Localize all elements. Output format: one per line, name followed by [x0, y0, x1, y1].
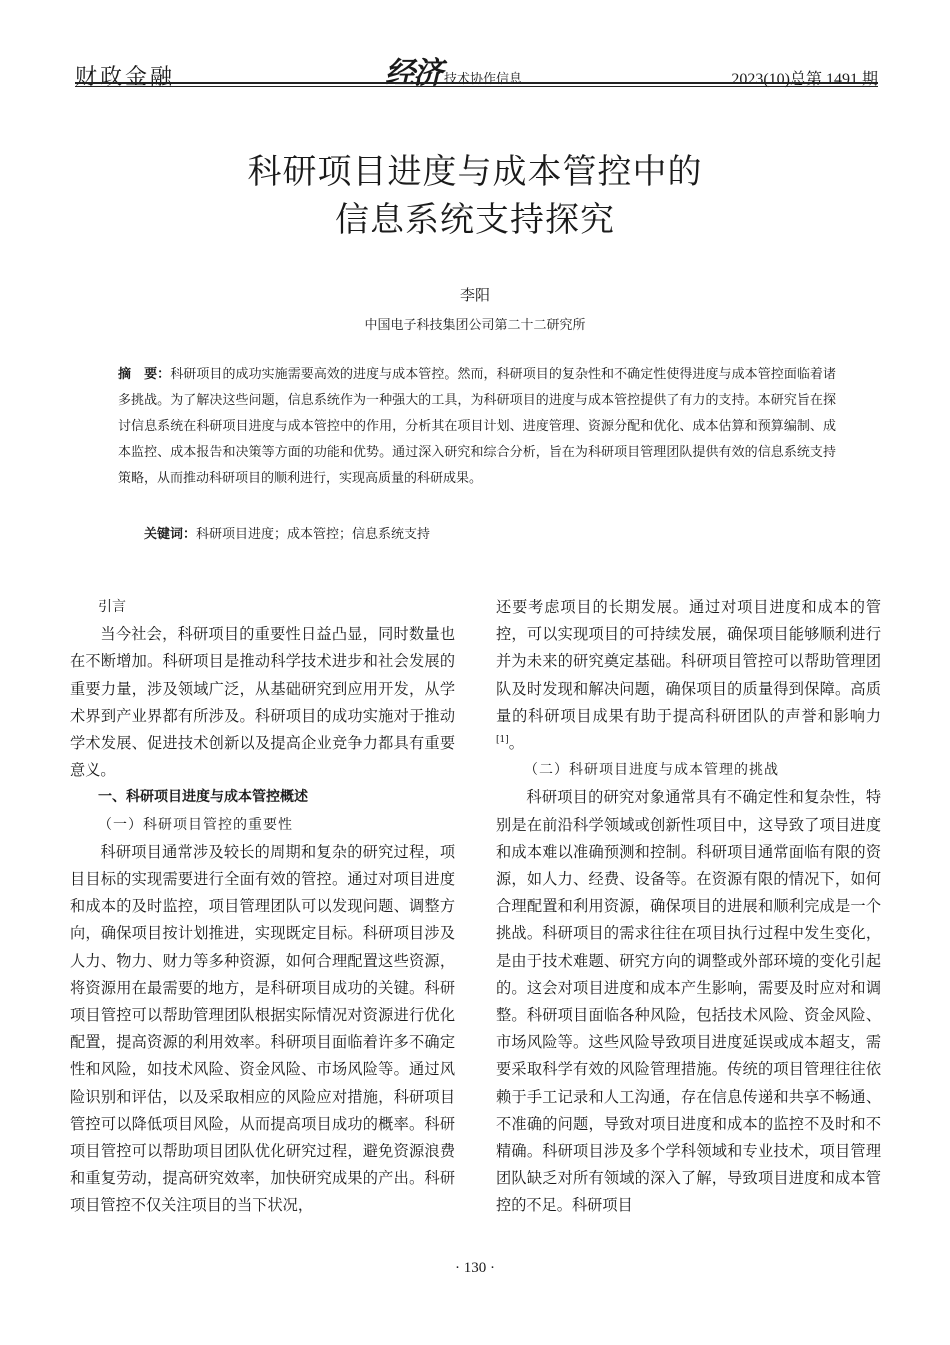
abstract-label: 摘 要： [118, 367, 171, 382]
title-line-1: 科研项目进度与成本管控中的 [247, 152, 703, 192]
subsection-2-heading: （二）科研项目进度与成本管理的挑战 [524, 762, 779, 779]
title-line-2: 信息系统支持探究 [335, 200, 615, 240]
running-header [75, 48, 878, 90]
abstract [118, 362, 836, 492]
subsection-1-paragraph: 科研项目通常涉及较长的周期和复杂的研究过程，项目目标的实现需要进行全面有效的管控。通过对项目进度和成本的及时监控，项目管理团队可以发现问题、调整方向，确保项目按计划推进，实现既定目标。科研项目涉及人力、物力、财力等多种资源，如何合理配置这些资源，将资源用在最需要的地方，是科研项目成功的关键。科研项目管控可以帮助管理团队根据实际情况对资源进行优化配置，提高资源的利用效率。科研项目面临着许多不确定性和风险，如技术风险、资金风险、市场风险等。通过风险识别和评估，以及采取相应的风险应对措施，科研项目管控可以降低项目风险，从而提高项目成功的概率。科研项目管控可以帮助项目团队优化研究过程，避免资源浪费和重复劳动，提高研究效率，加快研究成果的产出。科研项目管控不仅关注项目的当下状况， [70, 842, 455, 1215]
continued-text: 还要考虑项目的长期发展。通过对项目进度和成本的管控，可以实现项目的可持续发展，确保项目能够顺利进行并为未来的研究奠定基础。科研项目管控可以帮助管理团队及时发现和解决问题，确保项目的质量得到保障。高质量的科研项目成果有助于提高科研团队的声誉和影响力 [496, 598, 881, 725]
author: 李阳 [459, 286, 490, 304]
subsection-2-paragraph: 科研项目的研究对象通常具有不确定性和复杂性，特别是在前沿科学领域或创新性项目中，这导致了项目进度和成本难以准确预测和控制。科研项目通常面临有限的资源，如人力、经费、设备等。在资源有限的情况下，如何合理配置和利用资源，确保项目的进展和顺利完成是一个挑战。科研项目的需求往往在项目执行过程中发生变化，是由于技术难题、研究方向的调整或外部环境的变化引起的。这会对项目进度和成本产生影响，需要及时应对和调整。科研项目面临各种风险，包括技术风险、资金风险、市场风险等。这些风险导致项目进度延误或成本超支，需要采取科学有效的风险管理措施。传统的项目管理往往依赖于手工记录和人工沟通，存在信息传递和共享不畅通、不准确的问题，导致对项目进度和成本的监控不及时和不精确。科研项目涉及多个学科领域和专业技术，项目管理团队缺乏对所有领域的深入了解，导致项目进度和成本管控的不足。科研项目 [496, 788, 881, 1215]
header-rule-thin [75, 86, 878, 87]
section-name: 财政金融 [75, 65, 176, 90]
keywords-label: 关键词： [144, 527, 197, 542]
header-rule [75, 82, 878, 84]
keywords [144, 523, 430, 542]
issue-info: 2023(10)总第 1491 期 [731, 71, 878, 88]
left-column [70, 594, 455, 1220]
article-title [0, 148, 950, 244]
keywords-text: 科研项目进度；成本管控；信息系统支持 [196, 527, 431, 542]
intro-heading: 引言 [98, 599, 126, 615]
journal-subtitle: 技术协作信息 [444, 72, 523, 87]
page-number: · 130 · [455, 1260, 495, 1276]
section-1-heading: 一、科研项目进度与成本管控概述 [98, 789, 308, 806]
right-column [496, 594, 881, 1220]
continued-end: 。 [508, 734, 524, 753]
abstract-text: 科研项目的成功实施需要高效的进度与成本管控。然而，科研项目的复杂性和不确定性使得进度与成本管控面临着诸多挑战。为了解决这些问题，信息系统作为一种强大的工具，为科研项目的进度与成本管控提供了有力的支持。本研究旨在探讨信息系统在科研项目进度与成本管控中的作用，分析其在项目计划、进度管理、资源分配和优化、成本估算和预算编制、成本监控、成本报告和决策等方面的功能和优势。通过深入研究和综合分析，旨在为科研项目管理团队提供有效的信息系统支持策略，从而推动科研项目的顺利进行，实现高质量的科研成果。 [118, 367, 836, 486]
citation-1[interactable]: [1] [496, 734, 509, 745]
journal-logo: 经济 [385, 56, 441, 91]
affiliation: 中国电子科技集团公司第二十二研究所 [364, 318, 586, 333]
continued-paragraph [496, 594, 881, 757]
intro-paragraph: 当今社会，科研项目的重要性日益凸显，同时数量也在不断增加。科研项目是推动科学技术进步和社会发展的重要力量，涉及领域广泛，从基础研究到应用开发，从学术界到产业界都有所涉及。科研项目的成功实施对于推动学术发展、促进技术创新以及提高企业竞争力都具有重要意义。 [70, 625, 455, 780]
subsection-1-heading: （一）科研项目管控的重要性 [98, 816, 293, 833]
